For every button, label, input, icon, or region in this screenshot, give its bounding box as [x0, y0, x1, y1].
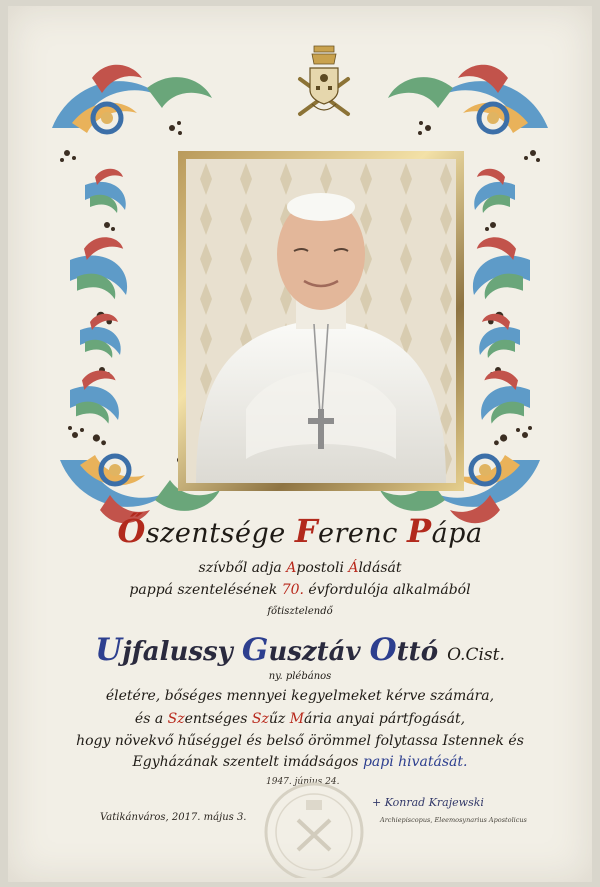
body-line-2: és a Szentséges Szűz Mária anyai pártfogását,	[134, 711, 466, 727]
place-and-date: Vatikánváros, 2017. május 3.	[100, 812, 247, 823]
ordination-date: 1947. június 24.	[266, 777, 340, 787]
papal-coat-of-arms-icon	[290, 44, 358, 122]
portrait-photo	[186, 159, 456, 483]
recipient-role: ny. plébános	[268, 671, 332, 682]
honorific: főtisztelendő	[267, 606, 333, 617]
certificate-title: Őszentsége Ferenc Pápa	[117, 512, 483, 550]
body-line-4: Egyházának szentelt imádságos papi hivatását.	[132, 754, 468, 770]
signature-title: Archiepiscopus, Eleemosynarius Apostolicus	[380, 816, 527, 824]
signature: + Konrad Krajewski	[372, 796, 484, 809]
embossed-seal-icon	[248, 770, 380, 878]
portrait-frame	[178, 151, 464, 491]
recipient-name: Ujfalussy Gusztáv Ottó O.Cist.	[95, 632, 505, 668]
body-line-3: hogy növekvő hűséggel és belső örömmel folytassa Istennek és	[76, 733, 524, 749]
blessing-line: szívből adja Apostoli Áldását	[198, 560, 402, 576]
body-line-1: életére, bőséges mennyei kegyelmeket kérve számára,	[105, 688, 495, 704]
occasion-line: pappá szentelésének 70. évfordulója alkalmából	[129, 582, 471, 598]
